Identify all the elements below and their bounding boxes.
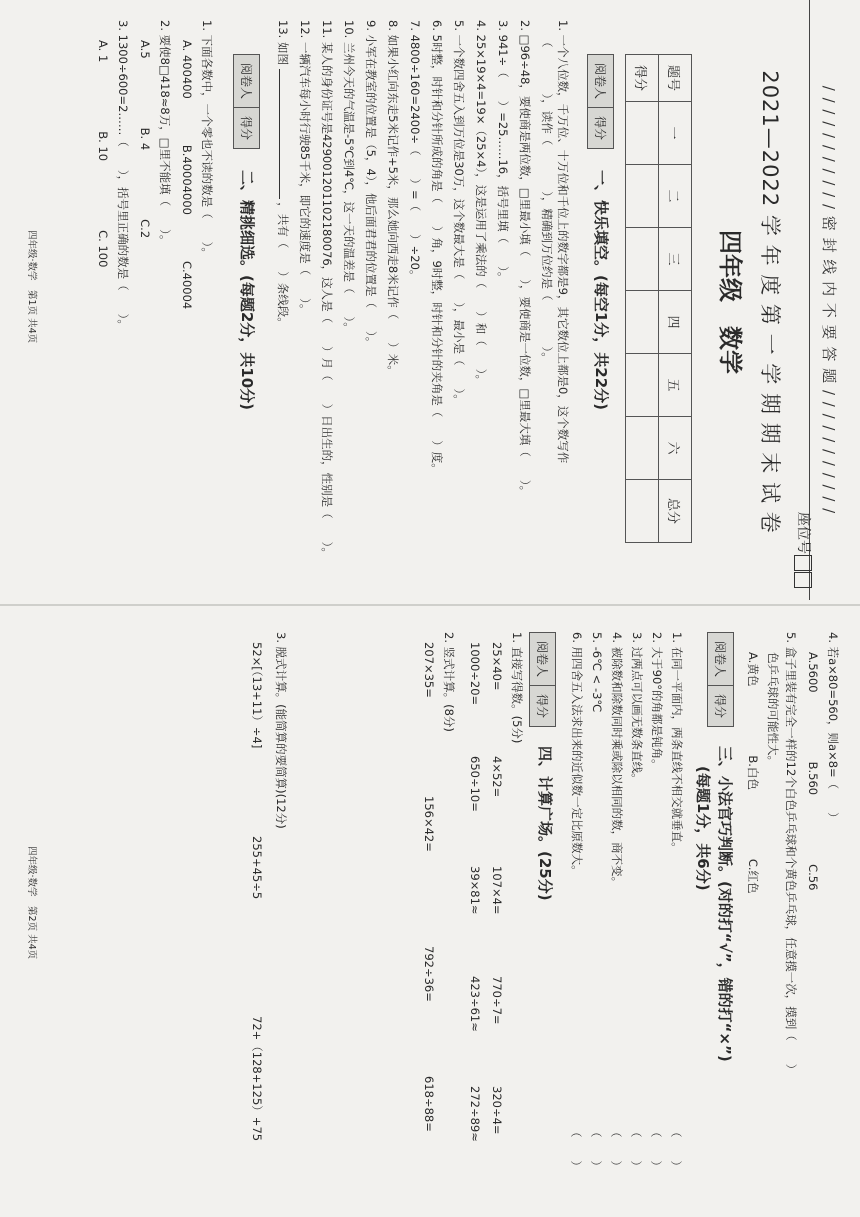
judge-question: 6. 用四舍五入法求出来的近似数一定比原数大。 <box>570 632 584 877</box>
page-footer: 四年级·数学 第2页 共4页 <box>26 846 37 960</box>
exam-page-1 <box>0 0 860 604</box>
question-line: 1. 一个八位数，千万位、十万位和千位上的数字都是9，其它数位上都是0，这个数写作 <box>556 20 570 464</box>
grader-label: 阅卷人 <box>234 55 259 108</box>
calc-item: 52×[（13+11）÷4] <box>250 642 264 749</box>
calc-item: 255+45÷5 <box>250 836 264 900</box>
score-header-cell: 四 <box>659 291 692 354</box>
judge-question: 4. 被除数和除数同时乘或除以相同的数，商不变。 <box>610 632 624 889</box>
sub-question: 3. 脱式计算。(能简算的要简算)(12分) <box>274 632 288 829</box>
calc-item: 39×81≈ <box>468 866 482 915</box>
calc-item: 207×35= <box>422 642 436 698</box>
judge-answer-slot[interactable]: （ ） <box>629 1126 643 1172</box>
judge-question: 1. 在同一平面内，两条直线不相交就垂直。 <box>670 632 684 854</box>
question-line: 9. 小军在教室的位置是（5，4），他后面君君的位置是（ ）。 <box>364 20 378 349</box>
question-text: ，共有（ ）条线段。 <box>276 202 290 329</box>
question-line: 2. □96÷48，要使商是两位数，□里最小填（ ），要使商是一位数，□里最大填（ ）。 <box>518 20 532 498</box>
score-header-cell: 二 <box>659 165 692 228</box>
calc-item: 107×4= <box>490 866 504 915</box>
line-segment-figure <box>279 69 290 199</box>
section-4-title: 四、计算广场。(25分) <box>536 746 554 901</box>
grader-label: 阅卷人 <box>530 633 555 686</box>
question-line: 4. 25×19×4=19×（25×4），这是运用了乘法的（ ）和（ ）。 <box>474 20 488 386</box>
calc-item: 72+（128+125）+75 <box>250 1016 264 1142</box>
question-text: 13. 如图 <box>276 20 290 65</box>
calc-item: 1000÷20= <box>468 642 482 706</box>
page-footer: 四年级·数学 第1页 共4页 <box>26 230 37 344</box>
score-row-label: 得分 <box>626 55 659 102</box>
question-line: 5. 盒子里装有完全一样的12个白色乒乓球和个黄色乒乓球，任意摸一次，摸到（ ） <box>784 632 798 1076</box>
score-cell[interactable] <box>626 480 659 543</box>
seal-rule <box>809 0 810 600</box>
exam-title: 2021—2022 学 年 度 第 一 学 期 期 末 试 卷 <box>758 70 782 534</box>
grader-score-label: 得分 <box>239 116 253 141</box>
seat-label: 座位号 <box>795 512 811 554</box>
section-3-title: 三、小法官巧判断。(对的打“√”，错的打“×”) <box>716 746 734 1062</box>
score-header-cell: 一 <box>659 102 692 165</box>
question-line: 11. 某人的身份证号是429001201102180076，这人是（ ）月（ ）日出生的，性别是（ ）。 <box>320 20 334 559</box>
judge-question: 3. 过两点可以画无数条直线。 <box>630 632 644 785</box>
question-line: 1. 下面各数中，一个零也不读的数是（ ）。 <box>200 20 214 259</box>
judge-answer-slot[interactable]: （ ） <box>589 1126 603 1172</box>
question-line: 5. 一个数四舍五入到万位是30万，这个数最大是（ ），最小是（ ）。 <box>452 20 466 406</box>
score-header-cell: 五 <box>659 354 692 417</box>
grader-label: 阅卷人 <box>588 55 613 108</box>
score-header-cell: 三 <box>659 228 692 291</box>
grader-box <box>233 54 260 149</box>
grader-box <box>529 632 556 727</box>
calc-item: 156×42= <box>422 796 436 852</box>
judge-answer-slot[interactable]: （ ） <box>609 1126 623 1172</box>
question-line: 3. 941÷（ ）=25……16，括号里填（ ）。 <box>496 20 510 284</box>
seat-box[interactable] <box>794 555 812 571</box>
sub-question: 1. 直接写得数。(5分) <box>510 632 524 744</box>
score-cell[interactable] <box>626 291 659 354</box>
grader-box <box>587 54 614 149</box>
question-line: 12. 一辆汽车每小时行驶85千米，即它的速度是（ ）。 <box>298 20 312 316</box>
section-1-title: 一、快乐填空。(每空1分，共22分) <box>592 170 610 411</box>
seal-text: / / / / / / / / / / / 密 封 线 内 不 要 答 题 / / / / / / / / / / / <box>820 85 838 515</box>
option-line: A. 400400 B.40004000 C.40004 <box>180 40 194 310</box>
question-line: 3. 1300÷600=2……（ ），括号里正确的数是（ ）。 <box>116 20 130 331</box>
calc-item: 650÷10= <box>468 756 482 812</box>
grader-score-label: 得分 <box>535 694 549 719</box>
judge-answer-slot[interactable]: （ ） <box>649 1126 663 1172</box>
section-2-title: 二、精挑细选。(每题2分，共10分) <box>238 170 256 411</box>
exam-subject: 四年级 数学 <box>716 230 744 374</box>
calc-item: 320÷4= <box>490 1086 504 1135</box>
score-cell[interactable] <box>626 417 659 480</box>
question-line: 色乒乓球的可能性大。 <box>766 652 780 767</box>
grader-box <box>707 632 734 727</box>
section-3-subtitle: (每题1分，共6分) <box>694 766 712 891</box>
score-header-cell: 六 <box>659 417 692 480</box>
question-line: 4. 若a×80=560，则a×8=（ ） <box>826 632 840 824</box>
judge-question: 5. -6℃ < -3℃ <box>590 632 604 713</box>
calc-item: 272÷89≈ <box>468 1086 482 1142</box>
score-header-cell: 题号 <box>659 55 692 102</box>
question-line <box>276 20 290 329</box>
score-cell[interactable] <box>626 165 659 228</box>
question-line: 6. 5时整，时针和分针所成的角是（ ）角，9时整，时针和分针的夹角是（ ）度。 <box>430 20 444 475</box>
grader-score-label: 得分 <box>593 116 607 141</box>
judge-answer-slot[interactable]: （ ） <box>669 1126 683 1172</box>
question-line: 7. 4800÷160=2400÷（ ）=（ ）÷20。 <box>408 20 422 282</box>
grader-score-label: 得分 <box>713 694 727 719</box>
score-row <box>626 55 659 543</box>
judge-question: 2. 大于90°的角都是钝角。 <box>650 632 664 771</box>
grader-label: 阅卷人 <box>708 633 733 686</box>
option-line: A.5 B. 4 C.2 <box>138 40 152 239</box>
question-line: 2. 要使8□418≈8万，□里不能填（ ）。 <box>158 20 172 247</box>
sub-question: 2. 竖式计算。(8分) <box>442 632 456 732</box>
question-line: 10. 兰州今天的气温是-5℃到4℃，这一天的温差是（ ）。 <box>342 20 356 334</box>
score-cell[interactable] <box>626 228 659 291</box>
seat-box[interactable] <box>794 572 812 588</box>
question-line: 8. 如果小红向东走5米记作+5米，那么她向西走8米记作（ ）米。 <box>386 20 400 377</box>
score-cell[interactable] <box>626 354 659 417</box>
score-table <box>625 54 692 543</box>
option-line: A.黄色 B.白色 C.红色 <box>746 652 760 894</box>
calc-item: 423÷61≈ <box>468 976 482 1032</box>
score-header-cell: 总分 <box>659 480 692 543</box>
option-line: A.5600 B.560 C.56 <box>806 652 820 891</box>
exam-page-2 <box>0 606 860 1217</box>
calc-item: 618÷88= <box>422 1076 436 1132</box>
calc-item: 25×40= <box>490 642 504 691</box>
question-line: （ ），读作（ ），精确到万位约是（ ）。 <box>540 36 554 364</box>
calc-item: 770÷7= <box>490 976 504 1025</box>
score-cell[interactable] <box>626 102 659 165</box>
score-header-row <box>659 55 692 543</box>
seat-number <box>794 512 814 588</box>
calc-item: 4×52= <box>490 756 504 798</box>
option-line: A. 1 B. 10 C. 100 <box>96 40 110 268</box>
judge-answer-slot[interactable]: （ ） <box>569 1126 583 1172</box>
seal-line <box>818 0 846 600</box>
calc-item: 792÷36= <box>422 946 436 1002</box>
